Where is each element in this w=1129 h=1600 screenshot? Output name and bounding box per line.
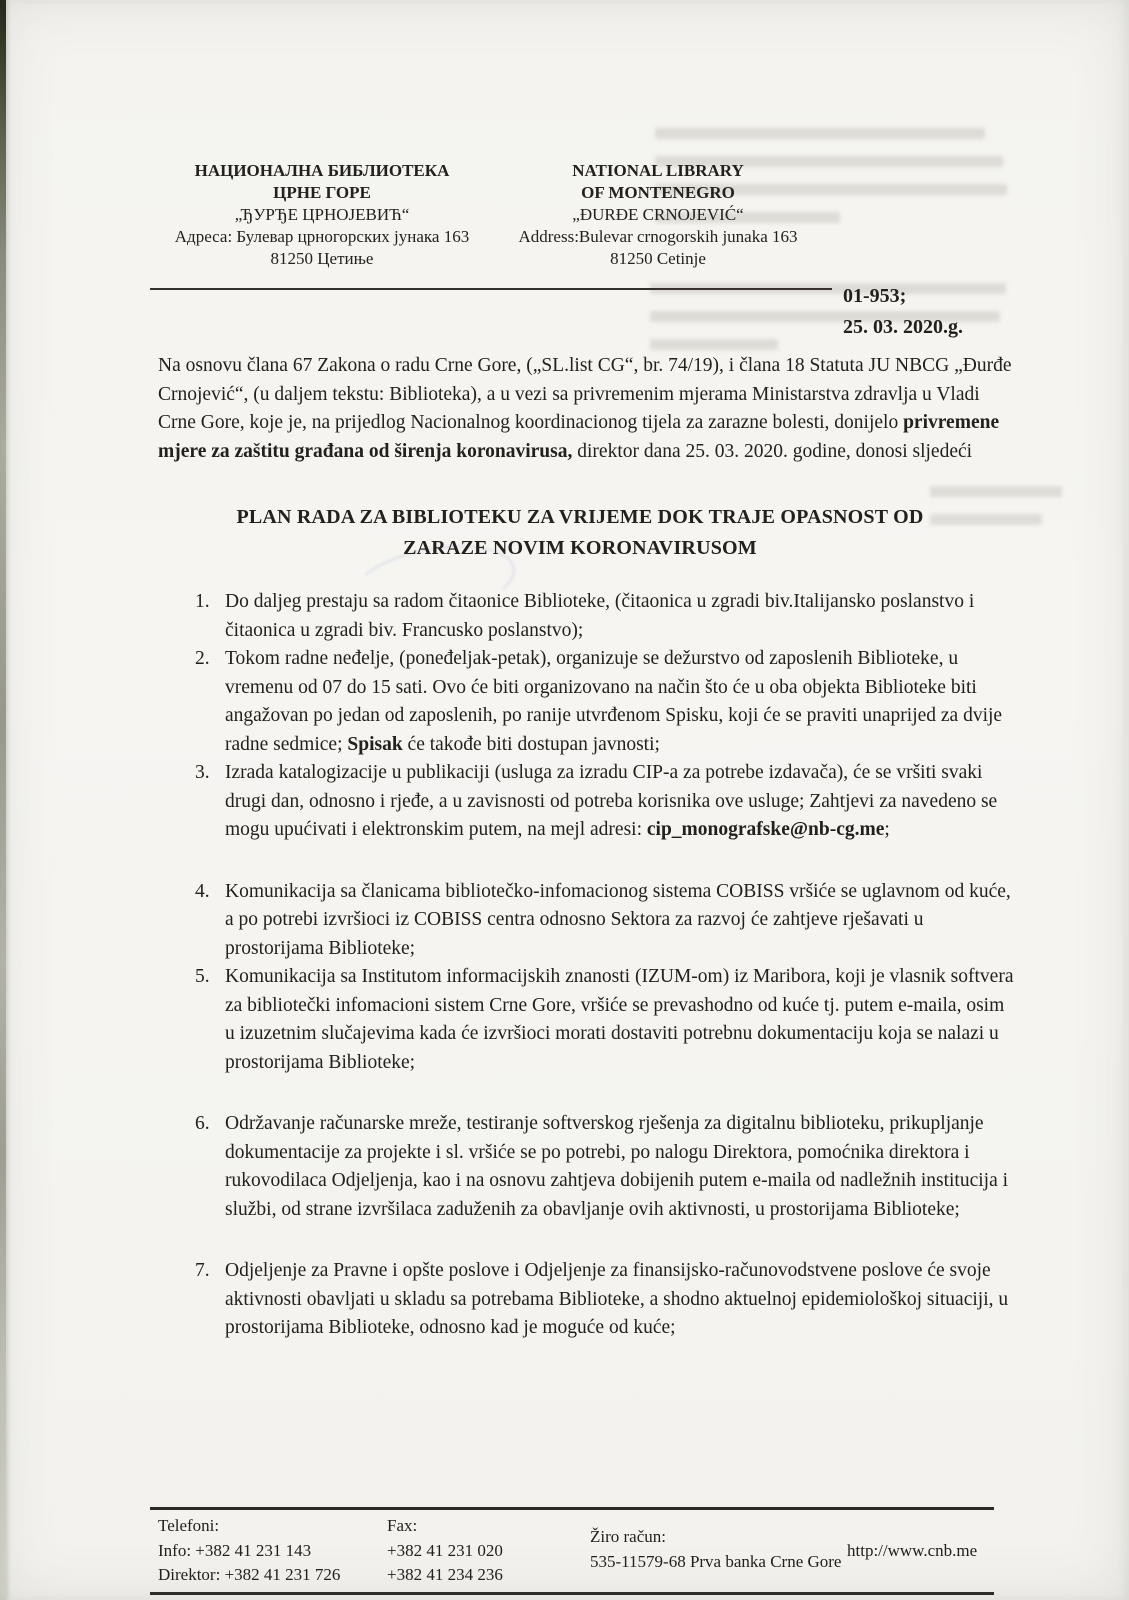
plan-item-1: [158, 588, 1016, 645]
intro-text-post: direktor dana 25. 03. 2020. godine, donosi sljedeći: [572, 440, 973, 462]
plan-item-4-text: Komunikacija sa članicama bibliotečko-infomacionog sistema COBISS vršiće se uglavnom od kuće, a po potrebi izvršioci iz COBISS centra odnosno Sektora za razvoj će zahtjeve rješavati u prostorijama Biblioteke;: [225, 880, 1011, 959]
footer-website-url: http://www.cnb.me: [847, 1541, 978, 1560]
footer-website: [847, 1539, 977, 1564]
plan-item-2-text-bold: Spisak: [347, 733, 403, 755]
letterhead-latin: [478, 160, 838, 270]
footer-account-number: 535-11579-68 Prva banka Crne Gore: [590, 1551, 842, 1571]
reference-block: [843, 281, 963, 343]
footer-account: [590, 1525, 841, 1574]
plan-item-6: [158, 1110, 1016, 1224]
email-address: cip_monografske@nb-cg.me: [646, 819, 885, 840]
org-name-cyrillic: НАЦИОНАЛНА БИБЛИОТЕКА: [194, 161, 450, 180]
plan-item-4: [158, 878, 1016, 964]
plan-item-3-text-pre: Izrada katalogizacije u publikaciji (usluga za izradu CIP-a za potrebe izdavača), će se vršiti svaki drugi dan, odnosno i rjeđe, a u zavisnosti od potreba korisnika ove usluge; Zahtjevi za navedeno se mogu upućivati i elektronskim putem, na mejl adresi:: [225, 762, 998, 840]
footer-phones: [158, 1514, 340, 1588]
plan-item-5: [158, 963, 1016, 1077]
footer-phone-director: Direktor: +382 41 231 726: [158, 1565, 341, 1584]
footer-fax-number-2: +382 41 234 236: [387, 1565, 503, 1584]
plan-item-1-text: Do daljeg prestaju sa radom čitaonice Biblioteke, (čitaonica u zgradi biv.Italijansko poslanstvo i čitaonica u zgradi biv. Francusko poslanstvo);: [225, 591, 975, 641]
plan-item-6-text: Održavanje računarske mreže, testiranje softverskog rješenja za digitalnu biblioteku, prikupljanje dokumentacije za projekte i sl. vršiće se po potrebi, po nalogu Direktora, pomoćnika direktora i rukovodilaca Odjeljenja, kao i na osnovu zahtjeva dobijenih putem e-maila od nadležnih institucija i službi, od strane izvršilaca zaduženih za obavljanje ovih aktivnosti, u prostorijama Biblioteke;: [225, 1113, 1009, 1220]
document-title-line1: PLAN RADA ZA BIBLIOTEKU ZA VRIJEME DOK TRAJE OPASNOST OD: [236, 506, 924, 528]
reference-date: 25. 03. 2020.g.: [843, 316, 963, 338]
org-address-cyrillic: Адреса: Булевар црногорских јунака 163: [174, 227, 470, 246]
plan-item-7: [158, 1257, 1016, 1343]
org-patron-latin: „ĐURĐE CRNOJEVIĆ“: [572, 205, 744, 224]
org-city-latin: 81250 Cetinje: [610, 249, 706, 268]
scan-edge-artifact: [0, 0, 6, 1600]
document-title: [150, 502, 1010, 563]
contact-footer: [150, 1507, 994, 1595]
document-title-line2: ZARAZE NOVIM KORONAVIRUSOM: [403, 536, 757, 559]
footer-fax-label: Fax:: [387, 1516, 418, 1535]
intro-paragraph: [158, 352, 1014, 466]
org-country-latin: OF MONTENEGRO: [581, 183, 735, 202]
plan-item-2: [158, 645, 1016, 759]
plan-item-3: [158, 759, 1016, 845]
org-patron-cyrillic: „ЂУРЂЕ ЦРНОЈЕВИЋ“: [234, 205, 410, 224]
intro-text-bold: privremene mjere za zaštitu građana od širenja koronavirusa,: [158, 412, 1000, 462]
org-name-latin: NATIONAL LIBRARY: [572, 161, 744, 180]
org-city-cyrillic: 81250 Цетиње: [270, 249, 374, 268]
plan-item-2-text-pre: Tokom radne neđelje, (poneđeljak-petak), organizuje se dežurstvo od zaposlenih Biblioteke, u vremenu od 07 do 15 sati. Ovo će biti organizovano na način što će u oba objekta Biblioteke biti angažovan po jedan od zaposlenih, po ranije utvrđenom Spisku, koji će se praviti unaprijed za dvije radne sedmice;: [225, 648, 1003, 755]
plan-item-5-text: Komunikacija sa Institutom informacijskih znanosti (IZUM-om) iz Maribora, koji je vlasnik softvera za bibliotečki infomacioni sistem Crne Gore, vršiće se prevashodno od kuće tj. putem e-maila, osim u izuzetnim slučajevima kada će izvršioci morati dostaviti potrebnu dokumentaciju koja se nalazi u prostorijama Biblioteke;: [225, 966, 1014, 1073]
plan-item-7-text: Odjeljenje za Pravne i opšte poslove i Odjeljenje za finansijsko-računovodstvene poslove će svoje aktivnosti obavljati u skladu sa potrebama Biblioteke, a shodno aktuelnoj epidemiološkoj situaciji, u prostorijama Biblioteke, odnosno kad je moguće od kuće;: [225, 1260, 1009, 1338]
footer-fax-number-1: +382 41 231 020: [387, 1540, 503, 1560]
reference-number: 01-953;: [843, 285, 907, 307]
footer-account-label: Žiro račun:: [590, 1527, 666, 1546]
footer-fax: [387, 1514, 503, 1588]
reference-rule: [150, 288, 832, 290]
intro-text-pre: Na osnovu člana 67 Zakona o radu Crne Gore, („SL.list CG“, br. 74/19), i člana 18 Statuta JU NBCG „Đurđe Crnojević“, (u daljem tekstu: Biblioteka), a u vezi sa privremenim mjerama Ministarstva zdravlja u Vladi Crne Gore, koje je, na prijedlog Nacionalnog koordinacionog tijela za zarazne bolesti, donijelo: [158, 355, 1012, 433]
plan-item-2-text-post: će takođe biti dostupan javnosti;: [402, 733, 660, 755]
letterhead-cyrillic: [148, 160, 496, 270]
footer-phones-label: Telefoni:: [158, 1516, 220, 1535]
footer-phone-info: Info: +382 41 231 143: [158, 1540, 312, 1560]
plan-item-3-text-post: ;: [884, 819, 890, 840]
plan-list: [158, 588, 1016, 1343]
org-address-latin: Address:Bulevar crnogorskih junaka 163: [518, 227, 798, 246]
org-country-cyrillic: ЦРНЕ ГОРЕ: [273, 183, 371, 202]
